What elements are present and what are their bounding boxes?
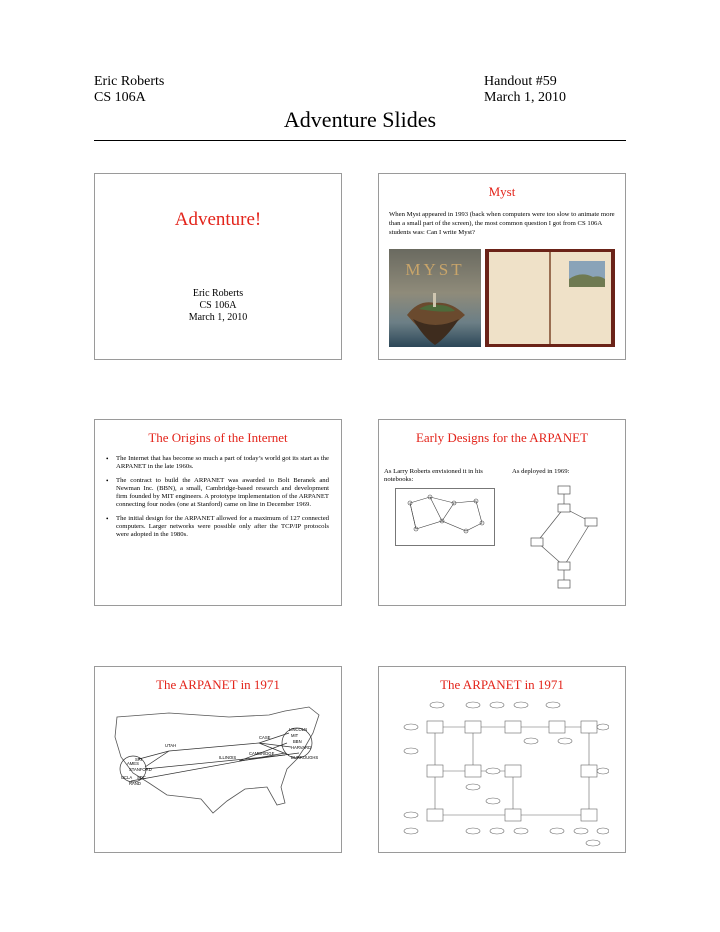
us-map-diagram	[109, 703, 331, 823]
slide-title: The Origins of the Internet	[148, 430, 288, 445]
slide-byline	[95, 288, 341, 324]
slide-text: When Myst appeared in 1993 (back when computers were too slow to animate more than a small part of the screen), the most common question I got from CS 106A students was: Can I write Myst?	[389, 211, 615, 236]
byline-author: Eric Roberts	[192, 288, 244, 299]
slide-arpanet-logical	[378, 666, 626, 853]
map-label: CAMBRIDGE	[249, 751, 275, 756]
header-date: March 1, 2010	[484, 90, 567, 105]
map-label: ILLINOIS	[219, 755, 237, 760]
sketch-caption: As Larry Roberts envisioned it in his notebooks:	[384, 468, 483, 483]
document-title: Adventure Slides	[283, 107, 437, 132]
map-label: BURROUGHS	[291, 755, 319, 760]
deployed-1969-diagram	[519, 482, 609, 598]
map-label: RAND	[129, 781, 141, 786]
slide-title: The ARPANET in 1971	[440, 677, 564, 692]
bullet-list	[105, 455, 329, 545]
slide-myst	[378, 173, 626, 360]
myst-cover-image	[389, 249, 481, 347]
map-label: UTAH	[165, 743, 177, 748]
header-left	[94, 74, 164, 106]
map-label: SDC	[137, 775, 146, 780]
map-label: MIT	[291, 733, 299, 738]
arpanet-logical-diagram	[397, 697, 609, 847]
slide-title: Myst	[488, 184, 516, 199]
map-label: SRI	[135, 757, 142, 762]
myst-logo: MYST	[405, 260, 465, 279]
header-right	[484, 74, 566, 106]
slide-arpanet-map	[94, 666, 342, 853]
map-label: LINCOLN	[289, 727, 308, 732]
map-label: STANFORD	[129, 767, 152, 772]
slide-adventure	[94, 173, 342, 360]
header-handout: Handout #59	[484, 74, 557, 89]
byline-course: CS 106A	[199, 300, 237, 311]
slide-title: The ARPANET in 1971	[156, 677, 280, 692]
map-label: HARVARD	[291, 745, 312, 750]
header-course: CS 106A	[94, 90, 146, 105]
bullet-item: • The Internet that has become so much a part of today’s world got its start as the ARPANET in the late 1960s.	[105, 455, 329, 472]
header-author: Eric Roberts	[94, 74, 165, 89]
map-label: BBN	[293, 739, 302, 744]
title-rule	[94, 140, 626, 141]
bullet-item: • The initial design for the ARPANET allowed for a maximum of 127 connected computers. Larger networks were possible only after the TCP/IP protocols were adopted in the 1980s.	[105, 515, 329, 540]
map-label: AMES	[127, 761, 139, 766]
bullet-item: • The contract to build the ARPANET was awarded to Bolt Beranek and Newman Inc. (BBN), a small, Cambridge-based research and development firm founded by MIT engineers. A prototype implementation of the ARPANET connecting four nodes (one at Stanford) came on line in December 1969.	[105, 477, 329, 510]
myst-book-image	[485, 249, 615, 347]
slide-title: Early Designs for the ARPANET	[415, 430, 589, 445]
byline-date: March 1, 2010	[188, 312, 248, 323]
slide-early-designs	[378, 419, 626, 606]
map-label: UCLA	[121, 775, 133, 780]
deployed-caption: As deployed in 1969:	[512, 468, 570, 475]
slide-origins	[94, 419, 342, 606]
slide-title: Adventure!	[174, 209, 262, 230]
map-label: CASE	[259, 735, 271, 740]
notebook-sketch-diagram	[395, 488, 495, 546]
